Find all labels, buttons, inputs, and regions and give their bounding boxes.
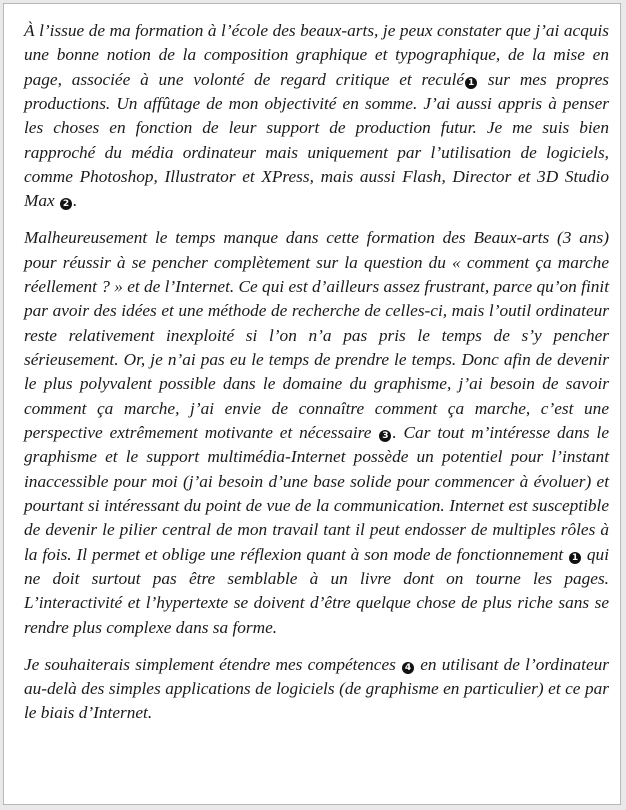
footnote-marker: 4 <box>402 662 414 674</box>
paragraph <box>24 653 609 726</box>
footnote-marker: 3 <box>379 430 391 442</box>
paragraph <box>24 226 609 640</box>
footnote-marker: 1 <box>465 77 477 89</box>
text-run: qui ne doit surtout pas être semblable à un livre dont on tourne les pages. L’interactivité et l’hypertexte se doivent d’être quelque chose de plus riche sans se rendre plus complexe dans sa forme. <box>24 544 610 637</box>
text-run: sur mes propres productions. Un affûtage de mon objectivité en somme. J’ai aussi appris à penser les choses en fonction de leur support de production futur. Je me suis bien rapproché du média ordinateur mais uniquement par l’utilisation de logiciels, comme Photoshop, Illustrator et XPress, mais aussi Flash, Director et 3D Studio Max <box>24 69 609 211</box>
footnote-marker: 2 <box>60 198 72 210</box>
text-run: en utilisant de l’ordinateur au-delà des simples applications de logiciels (de graphisme en particulier) et ce par le biais d’Internet. <box>24 654 609 723</box>
body-text <box>24 19 609 738</box>
paragraph <box>24 19 609 214</box>
text-run: À l’issue de ma formation à l’école des beaux-arts, je peux constater que j’ai acquis une bonne notion de la composition graphique et typographique, de la mise en page, associée à une volonté de regard critique et reculé <box>24 21 609 89</box>
text-run: Je souhaiterais simplement étendre mes compétences <box>24 654 402 674</box>
document-page <box>3 3 621 805</box>
text-run: . Car tout m’intéresse dans le graphisme et le support multimédia-Internet possède un potentiel pour l’instant inaccessible pour moi (j’ai besoin d’une base solide pour commencer à évoluer) et pourtant si intéressant du point de vue de la communication. Internet est susceptible de devenir le pilier central de mon travail tant il peut endosser de multiples rôles à la fois. Il permet et oblige une réflexion quant à son mode de fonctionnement <box>24 423 610 564</box>
footnote-marker: 1 <box>569 552 581 564</box>
text-run: Malheureusement le temps manque dans cette formation des Beaux-arts (3 ans) pour réussir à se pencher complètement sur la question du « comment ça marche réellement ? » et de l’Internet. Ce qui est d’ailleurs assez frustrant, parce qu’on finit par avoir des idées et une méthode de recherche de celles-ci, mais l’outil ordinateur reste relativement inexploité si l’on n’a pas pris le temps de s’y pencher sérieusement. Or, je n’ai pas eu le temps de prendre le temps. Donc afin de devenir le plus polyvalent possible dans le domaine du graphisme, j’ai besoin de savoir comment ça marche, j’ai envie de connaître comment ça marche, c’est une perspective extrêmement motivante et nécessaire <box>24 228 609 442</box>
text-run: . <box>73 191 78 211</box>
